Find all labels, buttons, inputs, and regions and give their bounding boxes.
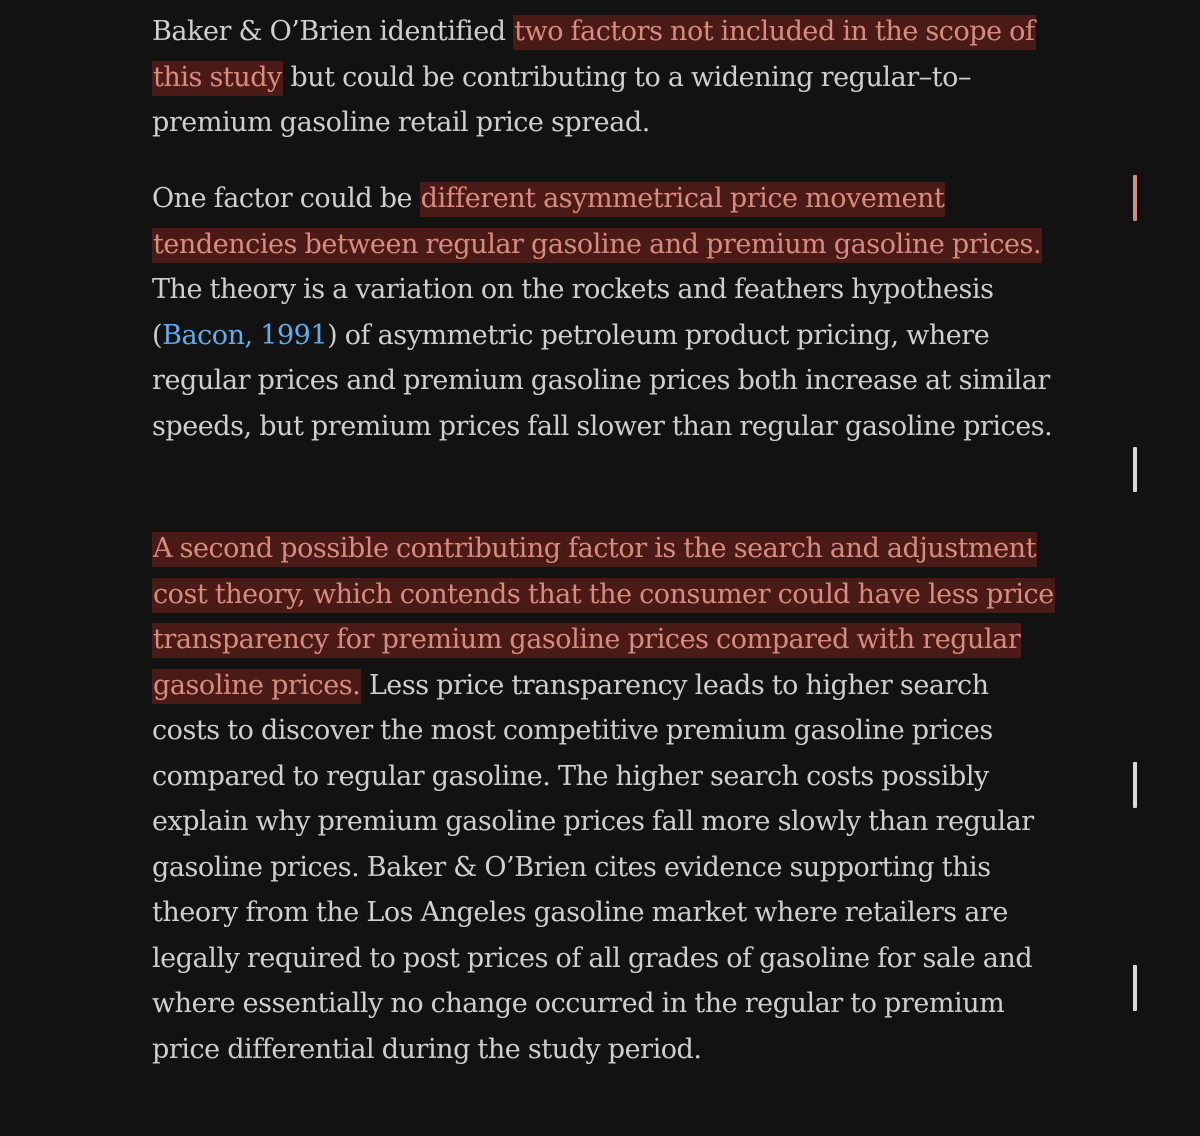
- highlight[interactable]: two factors not included in the scope of this study: [152, 15, 1036, 96]
- annotation-marker[interactable]: [1133, 447, 1137, 492]
- text-segment: Less price transparency leads to higher search costs to discover the most competitive premium gasoline prices compared to regular gasoline. The higher search costs possibly explain why premium gasoline prices fall more slowly than regular gasoline prices. Baker & O’Brien cites evidence supporting this theory from the Los Angeles gasoline market where retailers are legally required to post prices of all grades of gasoline for sale and where essentially no change occurred in the regular to premium price differential during the study period.: [152, 669, 1034, 1065]
- text-segment: Baker & O’Brien identified: [152, 16, 514, 47]
- citation-link[interactable]: Bacon, 1991: [162, 319, 328, 351]
- annotation-marker[interactable]: [1133, 762, 1137, 808]
- annotation-marker[interactable]: [1133, 965, 1137, 1011]
- highlight[interactable]: different asymmetrical price movement tendencies between regular gasoline and premium gasoline prices.: [152, 182, 1042, 263]
- text-segment: but could be contributing to a widening regular–to–premium gasoline retail price spread.: [152, 61, 971, 138]
- paragraph-1: [152, 9, 1057, 146]
- highlight[interactable]: A second possible contributing factor is the search and adjustment cost theory, which contends that the consumer could have less price transparency for premium gasoline prices compared with regular gasoline prices.: [152, 532, 1055, 704]
- text-segment: The theory is a variation on the rockets and feathers hypothesis (: [152, 274, 994, 351]
- paragraph-2: [152, 176, 1057, 449]
- text-segment: One factor could be: [152, 183, 420, 214]
- paragraph-3: [152, 526, 1057, 1072]
- active-highlight-marker[interactable]: [1133, 175, 1137, 221]
- text-segment: ) of asymmetric petroleum product pricing, where regular prices and premium gasoline prices both increase at similar speeds, but premium prices fall slower than regular gasoline prices.: [152, 319, 1053, 442]
